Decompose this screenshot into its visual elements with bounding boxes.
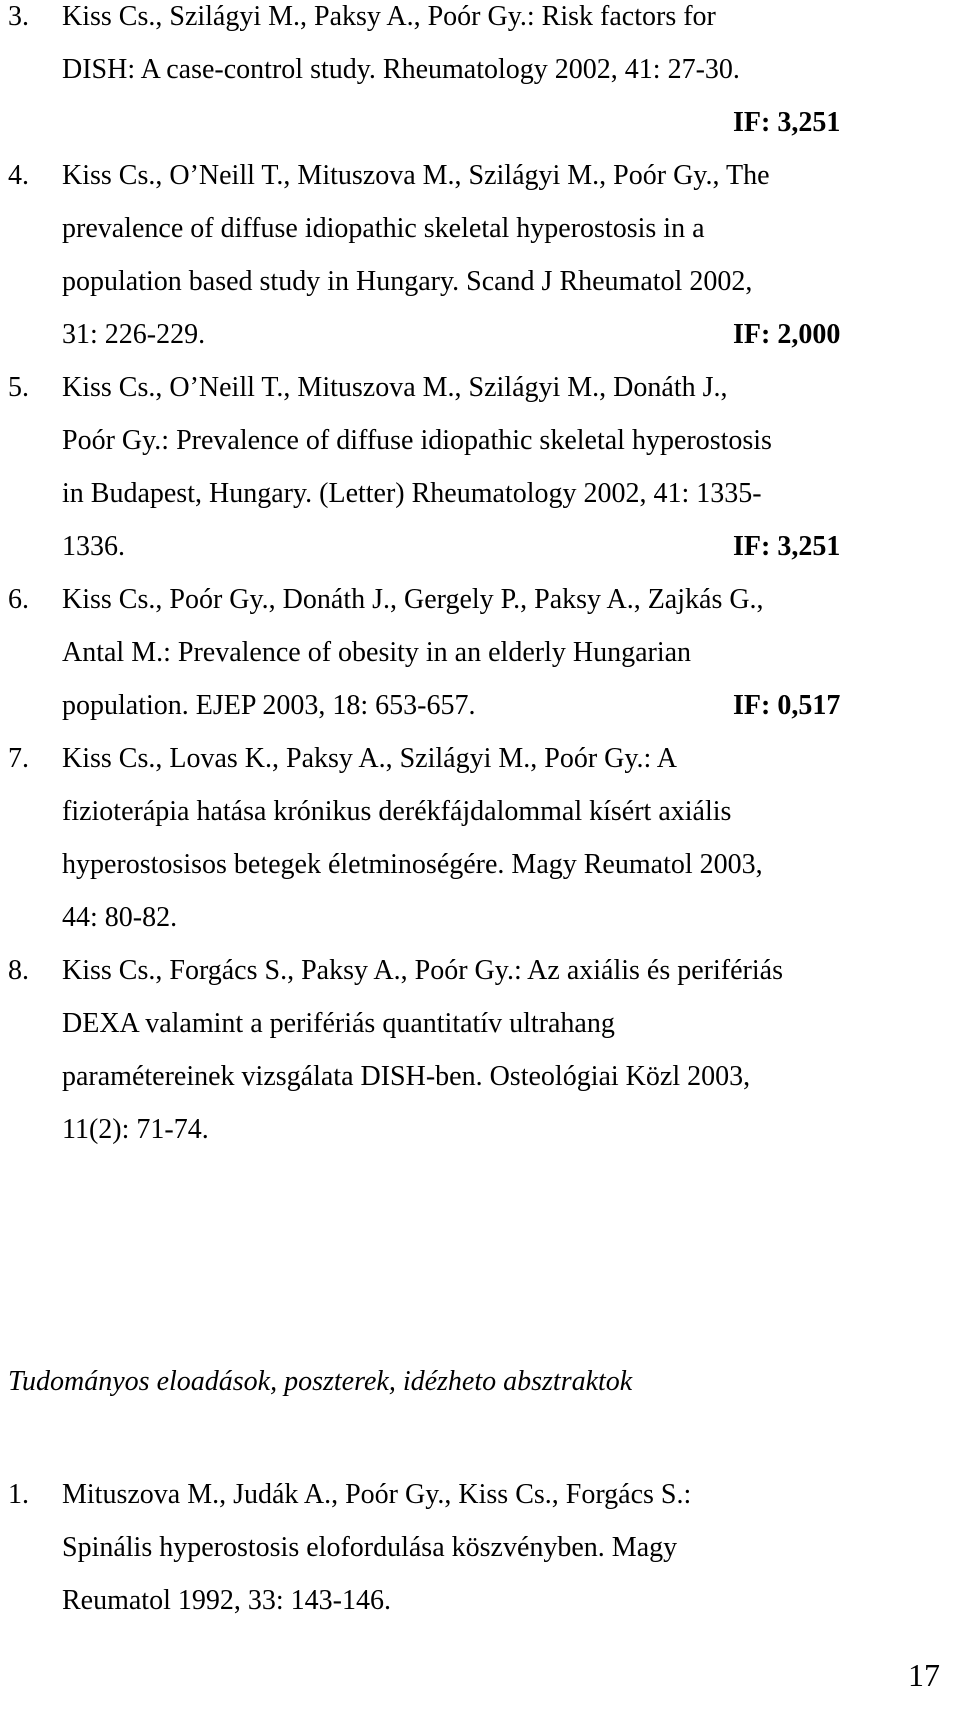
reference-line: Kiss Cs., Forgács S., Paksy A., Poór Gy.: Az axiális és perifériás <box>62 955 783 986</box>
reference-line: hyperostosisos betegek életminoségére. Magy Reumatol 2003, <box>62 849 763 880</box>
reference-line: Spinális hyperostosis elofordulása köszvényben. Magy <box>62 1532 678 1563</box>
reference-line: 44: 80-82. <box>62 902 178 933</box>
reference-line: in Budapest, Hungary. (Letter) Rheumatology 2002, 41: 1335- <box>62 478 762 509</box>
reference-number: 1. <box>8 1479 29 1510</box>
impact-factor: IF: 3,251 <box>733 107 841 138</box>
reference-number: 5. <box>8 372 29 403</box>
section-heading: Tudományos eloadások, poszterek, idézheto absztraktok <box>8 1366 633 1397</box>
reference-line: Poór Gy.: Prevalence of diffuse idiopathic skeletal hyperostosis <box>62 425 772 456</box>
reference-line: Kiss Cs., Poór Gy., Donáth J., Gergely P., Paksy A., Zajkás G., <box>62 584 764 615</box>
impact-factor: IF: 2,000 <box>733 319 841 350</box>
reference-line: paramétereinek vizsgálata DISH-ben. Osteológiai Közl 2003, <box>62 1061 751 1092</box>
reference-number: 3. <box>8 1 29 32</box>
impact-factor: IF: 0,517 <box>733 690 841 721</box>
reference-line: population based study in Hungary. Scand J Rheumatol 2002, <box>62 266 753 297</box>
reference-line: Kiss Cs., Szilágyi M., Paksy A., Poór Gy.: Risk factors for <box>62 1 716 32</box>
reference-line: 1336. <box>62 531 125 562</box>
reference-line: prevalence of diffuse idiopathic skeletal hyperostosis in a <box>62 213 705 244</box>
reference-line: fizioterápia hatása krónikus derékfájdalommal kísért axiális <box>62 796 732 827</box>
reference-number: 7. <box>8 743 29 774</box>
reference-line: 11(2): 71-74. <box>62 1114 209 1145</box>
reference-line: population. EJEP 2003, 18: 653-657. <box>62 690 476 721</box>
reference-line: Reumatol 1992, 33: 143-146. <box>62 1585 391 1616</box>
reference-line: Mituszova M., Judák A., Poór Gy., Kiss Cs., Forgács S.: <box>62 1479 692 1510</box>
reference-line: 31: 226-229. <box>62 319 206 350</box>
impact-factor: IF: 3,251 <box>733 531 841 562</box>
reference-line: Antal M.: Prevalence of obesity in an elderly Hungarian <box>62 637 692 668</box>
page-number: 17 <box>908 1657 940 1693</box>
reference-line: Kiss Cs., O’Neill T., Mituszova M., Szilágyi M., Donáth J., <box>62 372 728 403</box>
reference-line: DEXA valamint a perifériás quantitatív ultrahang <box>62 1008 615 1039</box>
reference-line: Kiss Cs., Lovas K., Paksy A., Szilágyi M., Poór Gy.: A <box>62 743 678 774</box>
reference-number: 8. <box>8 955 29 986</box>
reference-number: 6. <box>8 584 29 615</box>
reference-line: Kiss Cs., O’Neill T., Mituszova M., Szilágyi M., Poór Gy., The <box>62 160 770 191</box>
reference-number: 4. <box>8 160 29 191</box>
reference-line: DISH: A case-control study. Rheumatology 2002, 41: 27-30. <box>62 54 740 85</box>
